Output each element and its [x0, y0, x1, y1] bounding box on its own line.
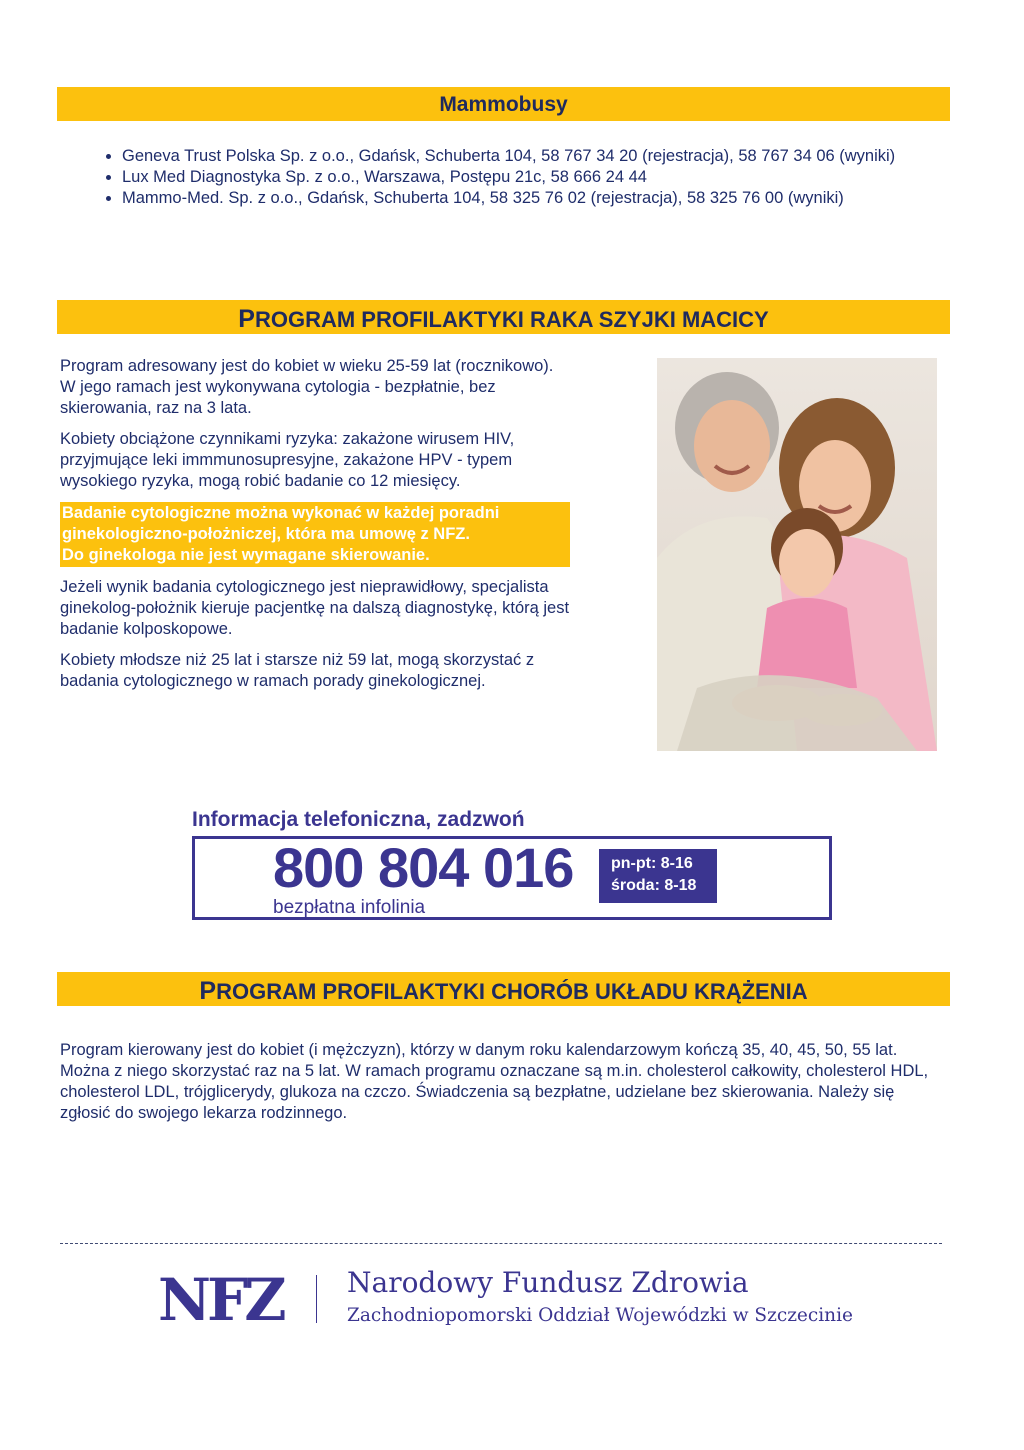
hours-weekdays: pn-pt: 8-16	[611, 855, 693, 872]
heading-rest: ROGRAM PROFILAKTYKI CHORÓB UKŁADU KRĄŻENIA	[216, 979, 808, 1004]
infoline-hours	[599, 849, 717, 903]
family-photo-illustration	[657, 358, 937, 751]
family-photo	[657, 358, 937, 751]
infoline-box	[192, 836, 832, 920]
nfz-logo	[158, 1270, 288, 1329]
paragraph: Kobiety młodsze niż 25 lat i starsze niż 59 lat, mogą skorzystać z badania cytologicznego w ramach porady ginekologicznej.	[60, 651, 535, 690]
circulatory-text: Program kierowany jest do kobiet (i mężczyzn), którzy w danym roku kalendarzowym kończą 35, 40, 45, 50, 55 lat. Można z niego skorzystać raz na 5 lat. W ramach programu oznaczane są m.in. cholesterol całkowity, cholesterol HDL, cholesterol LDL, trójglicerydy, glukoza na czczo. Świadczenia są bezpłatne, udzielane bez skierowania. Należy się zgłosić do swojego lekarza rodzinnego.	[60, 1041, 929, 1122]
nfz-logo-icon	[158, 1270, 288, 1324]
infoline-title: Informacja telefoniczna, zadzwoń	[192, 808, 525, 831]
highlight-line: Badanie cytologiczne można wykonać w każdej poradni ginekologiczno-położniczej, która ma umowę z NFZ.	[62, 504, 500, 543]
list-item: • Lux Med Diagnostyka Sp. z o.o., Warszawa, Postępu 21c, 58 666 24 44	[122, 167, 992, 188]
infoline-number[interactable]: 800 804 016	[273, 836, 574, 899]
list-item: • Mammo-Med. Sp. z o.o., Gdańsk, Schuberta 104, 58 325 76 02 (rejestracja), 58 325 76 00 (wyniki)	[122, 188, 992, 209]
paragraph: Program adresowany jest do kobiet w wieku 25-59 lat (rocznikowo). W jego ramach jest wykonywana cytologia - bezpłatnie, bez skierowania, raz na 3 lata.	[60, 357, 554, 417]
heading-initial: P	[238, 305, 255, 333]
circulatory-heading	[57, 972, 950, 1006]
highlight-line: Do ginekologa nie jest wymagane skierowanie.	[62, 546, 430, 564]
mammobusy-heading: Mammobusy	[57, 87, 950, 121]
paragraph: Jeżeli wynik badania cytologicznego jest nieprawidłowy, specjalista ginekolog-położnik kieruje pacjentkę na dalszą diagnostykę, którą jest badanie kolposkopowe.	[60, 578, 570, 638]
heading-rest: ROGRAM PROFILAKTYKI RAKA SZYJKI MACICY	[254, 307, 769, 332]
logo-separator	[316, 1275, 317, 1323]
cervical-heading	[57, 300, 950, 334]
hours-wednesday: środa: 8-18	[611, 877, 697, 894]
infoline-subtitle: bezpłatna infolinia	[273, 897, 426, 918]
divider	[60, 1243, 942, 1244]
highlight-box	[60, 502, 570, 567]
paragraph: Kobiety obciążone czynnikami ryzyka: zakażone wirusem HIV, przyjmujące leki immmunosupresyjne, zakażone HPV - typem wysokiego ryzyka, mogą robić badanie co 12 miesięcy.	[60, 430, 515, 490]
heading-initial: P	[199, 977, 217, 1005]
nfz-logo-text: NFZ	[158, 1270, 283, 1324]
mammobusy-list	[90, 146, 992, 209]
nfz-name: Narodowy Fundusz Zdrowia	[347, 1266, 749, 1299]
list-item: • Geneva Trust Polska Sp. z o.o., Gdańsk, Schuberta 104, 58 767 34 20 (rejestracja), 58 767 34 06 (wyniki)	[122, 146, 992, 167]
nfz-branch: Zachodniopomorski Oddział Wojewódzki w Szczecinie	[347, 1305, 853, 1326]
cervical-text-column	[60, 356, 570, 702]
